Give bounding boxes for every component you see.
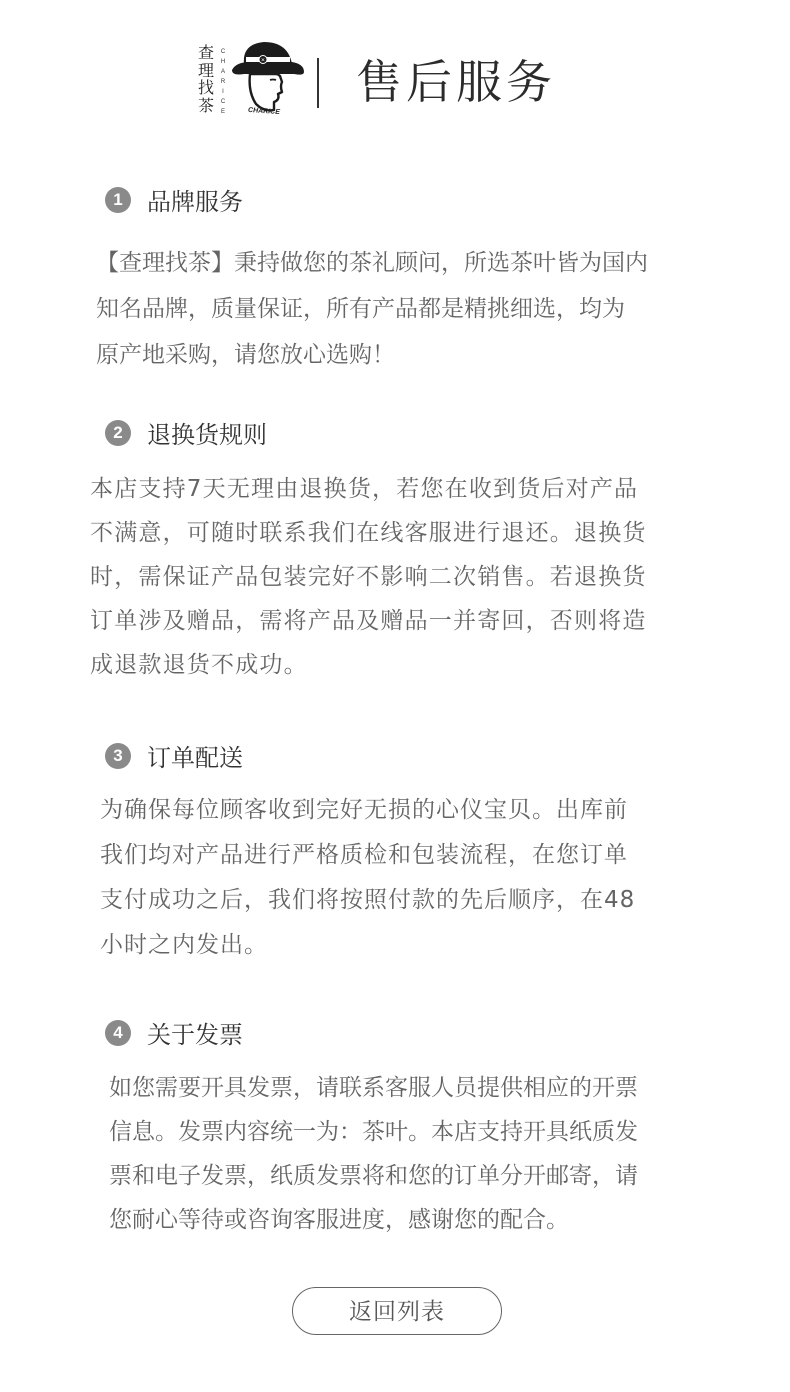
brand-english-name: C H A R I C E — [220, 49, 226, 115]
paragraph-line: 订单涉及赠品，需将产品及赠品一并寄回，否则将造 — [90, 608, 647, 634]
section-return-policy-heading — [105, 415, 267, 450]
header-divider — [317, 58, 319, 108]
paragraph-line: 如您需要开具发票，请联系客服人员提供相应的开票 — [109, 1075, 638, 1101]
paragraph-line: 您耐心等待或咨询客服进度，感谢您的配合。 — [109, 1207, 569, 1233]
paragraph-line: 知名品牌，质量保证，所有产品都是精挑细选，均为 — [96, 296, 625, 322]
paragraph-line: 本店支持7天无理由退换货，若您在收到货后对产品 — [90, 476, 639, 502]
section-invoice-heading — [105, 1015, 243, 1050]
section-invoice-text — [109, 1066, 638, 1242]
paragraph-line: 票和电子发票，纸质发票将和您的订单分开邮寄，请 — [109, 1163, 638, 1189]
paragraph-line: 我们均对产品进行严格质检和包装流程，在您订单 — [100, 842, 628, 868]
section-number-badge: 1 — [105, 187, 131, 213]
paragraph-line: 信息。发票内容统一为：茶叶。本店支持开具纸质发 — [109, 1119, 638, 1145]
section-number-badge: 4 — [105, 1020, 131, 1046]
page-header — [0, 0, 790, 160]
section-title: 关于发票 — [147, 1021, 243, 1049]
paragraph-line: 【查理找茶】秉持做您的茶礼顾问，所选茶叶皆为国内 — [96, 250, 648, 276]
back-to-list-button[interactable]: 返回列表 — [292, 1287, 502, 1335]
svg-text:✕: ✕ — [260, 57, 266, 64]
logo-caption: CHARICE — [247, 106, 281, 117]
paragraph-line: 小时之内发出。 — [100, 932, 268, 958]
section-title: 品牌服务 — [147, 188, 243, 216]
section-delivery-text — [100, 788, 635, 968]
section-title: 退换货规则 — [147, 421, 267, 449]
paragraph-line: 时，需保证产品包装完好不影响二次销售。若退换货 — [90, 564, 647, 590]
section-return-policy-text — [90, 467, 647, 687]
section-number-badge: 3 — [105, 743, 131, 769]
paragraph-line: 支付成功之后，我们将按照付款的先后顺序，在48 — [100, 887, 636, 913]
page-title: 售后服务 — [356, 55, 556, 109]
section-title: 订单配送 — [147, 744, 243, 772]
section-delivery-heading — [105, 738, 243, 773]
paragraph-line: 原产地采购，请您放心选购！ — [96, 342, 395, 368]
section-brand-service-text — [96, 240, 648, 378]
paragraph-line: 成退款退货不成功。 — [90, 652, 308, 678]
paragraph-line: 不满意，可随时联系我们在线客服进行退还。退换货 — [90, 520, 647, 546]
section-number-badge: 2 — [105, 420, 131, 446]
section-brand-service-heading — [105, 182, 243, 217]
brand-chinese-name: 查 理 找 茶 — [197, 43, 214, 115]
paragraph-line: 为确保每位顾客收到完好无损的心仪宝贝。出库前 — [100, 797, 628, 823]
